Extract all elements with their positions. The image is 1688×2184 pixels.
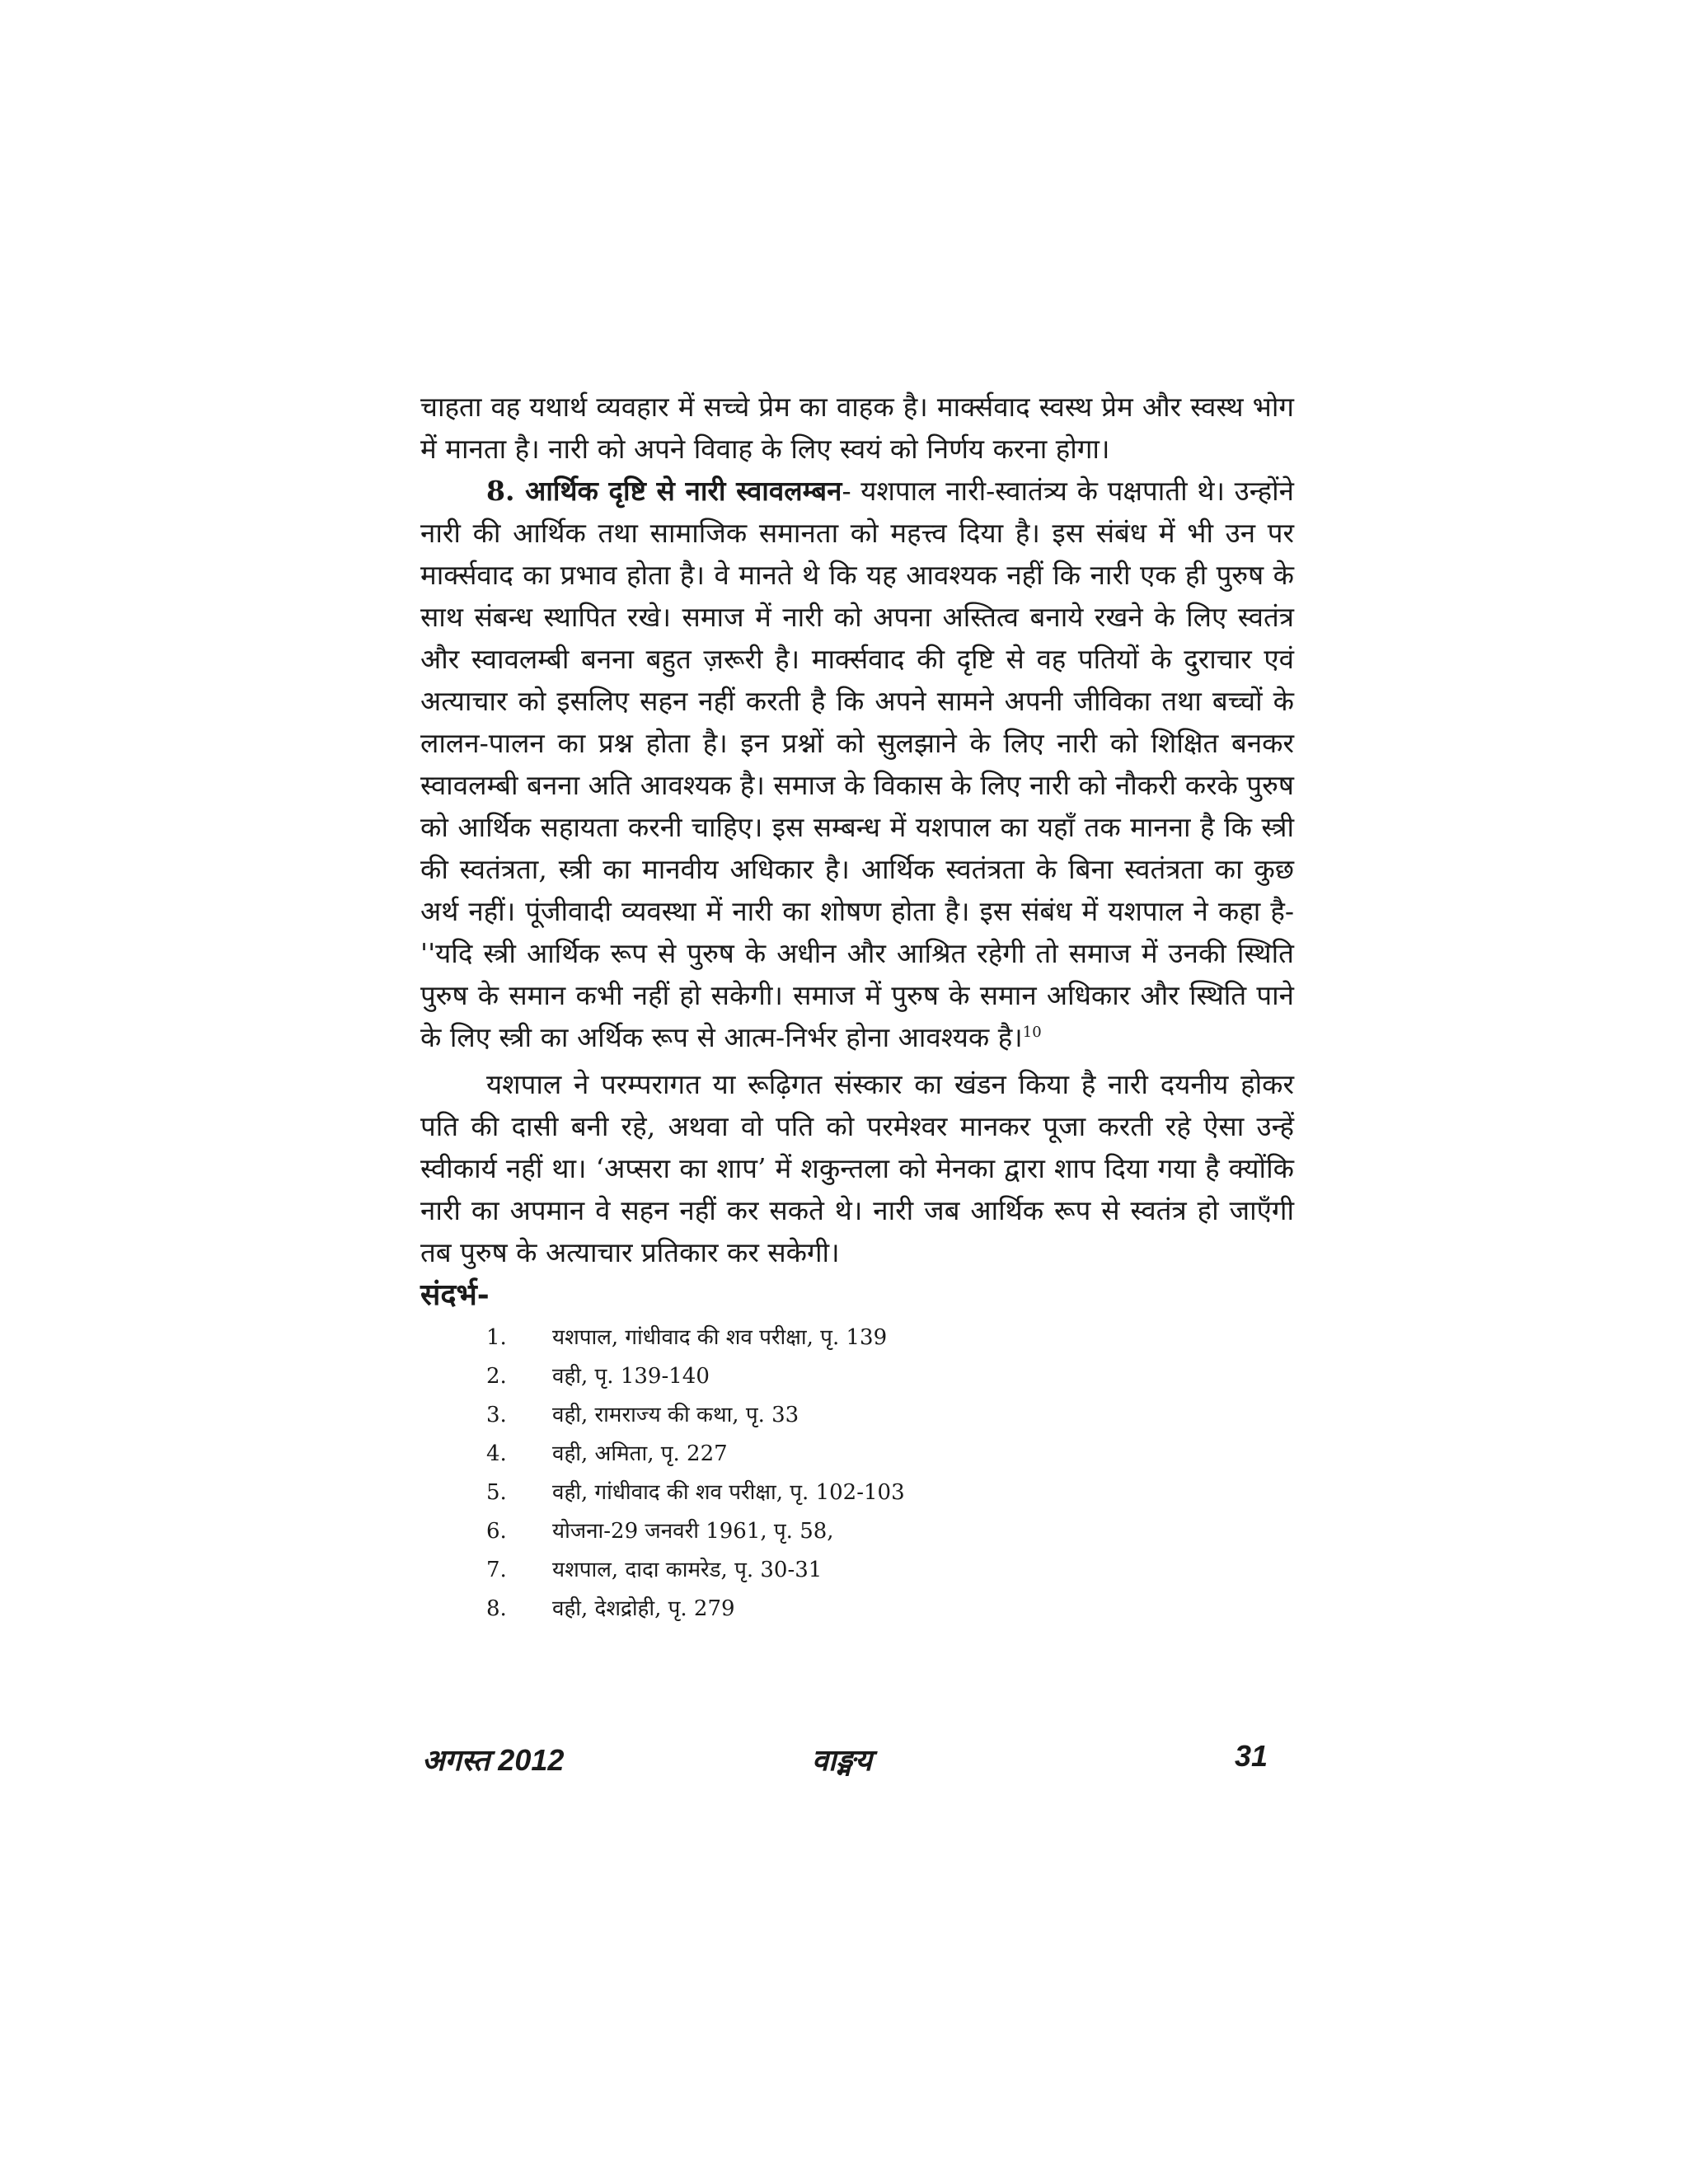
- reference-number: 1.: [486, 1325, 507, 1350]
- paragraph-continuation: चाहता वह यथार्थ व्यवहार में सच्चे प्रेम का वाहक है। मार्क्सवाद स्वस्थ प्रेम और स्वस्थ भोग में मानता है। नारी को अपने विवाह के लिए स्वयं को निर्णय करना होगा।: [420, 391, 1294, 465]
- section-heading: 8. आर्थिक दृष्टि से नारी स्वावलम्बन: [486, 475, 842, 507]
- reference-text: योजना-29 जनवरी 1961, पृ. 58,: [552, 1519, 834, 1544]
- footer-journal-title: वाङ्मय: [812, 1743, 873, 1777]
- reference-item: [486, 1319, 905, 1357]
- reference-item: [486, 1474, 905, 1512]
- references-list: [486, 1319, 905, 1629]
- reference-number: 4.: [486, 1441, 507, 1466]
- references-heading: संदर्भ-: [420, 1277, 490, 1312]
- reference-text: वही, रामराज्य की कथा, पृ. 33: [552, 1403, 799, 1427]
- reference-item: [486, 1357, 905, 1396]
- reference-text: वही, गांधीवाद की शव परीक्षा, पृ. 102-103: [552, 1480, 905, 1505]
- reference-number: 3.: [486, 1403, 507, 1427]
- reference-number: 5.: [486, 1480, 507, 1505]
- paragraph-economic-independence: [420, 470, 1294, 1058]
- reference-number: 8.: [486, 1596, 507, 1621]
- footnote-marker: 10: [1022, 1024, 1042, 1041]
- paragraph-tradition: यशपाल ने परम्परागत या रूढ़िगत संस्कार का खंडन किया है नारी दयनीय होकर पति की दासी बनी रहे, अथवा वो पति को परमेश्वर मानकर पूजा करती रहे ऐसा उन्हें स्वीकार्य नहीं था। ‘अप्सरा का शाप’ में शकुन्तला को मेनका द्वारा शाप दिया गया है क्योंकि नारी का अपमान वे सहन नहीं कर सकते थे। नारी जब आर्थिक रूप से स्वतंत्र हो जाएँगी तब पुरुष के अत्याचार प्रतिकार कर सकेगी।: [420, 1068, 1294, 1268]
- reference-item: [486, 1551, 905, 1590]
- reference-text: यशपाल, दादा कामरेड, पृ. 30-31: [552, 1558, 823, 1582]
- reference-item: [486, 1435, 905, 1474]
- reference-item: [486, 1396, 905, 1435]
- section-body-text: - यशपाल नारी-स्वातंत्र्य के पक्षपाती थे। उन्होंने नारी की आर्थिक तथा सामाजिक समानता को महत्त्व दिया है। इस संबंध में भी उन पर मार्क्सवाद का प्रभाव होता है। वे मानते थे कि यह आवश्यक नहीं कि नारी एक ही पुरुष के साथ संबन्ध स्थापित रखे। समाज में नारी को अपना अस्तित्व बनाये रखने के लिए स्वतंत्र और स्वावलम्बी बनना बहुत ज़रूरी है। मार्क्सवाद की दृष्टि से वह पतियों के दुराचार एवं अत्याचार को इसलिए सहन नहीं करती है कि अपने सामने अपनी जीविका तथा बच्चों के लालन-पालन का प्रश्न होता है। इन प्रश्नों को सुलझाने के लिए नारी को शिक्षित बनकर स्वावलम्बी बनना अति आवश्यक है। समाज के विकास के लिए नारी को नौकरी करके पुरुष को आर्थिक सहायता करनी चाहिए। इस सम्बन्ध में यशपाल का यहाँ तक मानना है कि स्त्री की स्वतंत्रता, स्त्री का मानवीय अधिकार है। आर्थिक स्वतंत्रता के बिना स्वतंत्रता का कुछ अर्थ नहीं। पूंजीवादी व्यवस्था में नारी का शोषण होता है। इस संबंध में यशपाल ने कहा है- ''यदि स्त्री आर्थिक रूप से पुरुष के अधीन और आश्रित रहेगी तो समाज में उनकी स्थिति पुरुष के समान कभी नहीं हो सकेगी। समाज में पुरुष के समान अधिकार और स्थिति पाने के लिए स्त्री का अर्थिक रूप से आत्म-निर्भर होना आवश्यक है।: [420, 475, 1294, 1053]
- reference-text: वही, पृ. 139-140: [552, 1364, 710, 1389]
- reference-number: 2.: [486, 1364, 507, 1389]
- article-body: [420, 386, 1294, 1273]
- footer-page-number: 31: [1235, 1739, 1268, 1773]
- footer-date: अगस्त 2012: [422, 1743, 565, 1777]
- reference-number: 6.: [486, 1519, 507, 1544]
- reference-text: यशपाल, गांधीवाद की शव परीक्षा, पृ. 139: [552, 1325, 888, 1350]
- reference-item: [486, 1512, 905, 1551]
- reference-number: 7.: [486, 1558, 507, 1582]
- reference-text: वही, अमिता, पृ. 227: [552, 1441, 728, 1466]
- reference-text: वही, देशद्रोही, पृ. 279: [552, 1596, 735, 1621]
- reference-item: [486, 1590, 905, 1629]
